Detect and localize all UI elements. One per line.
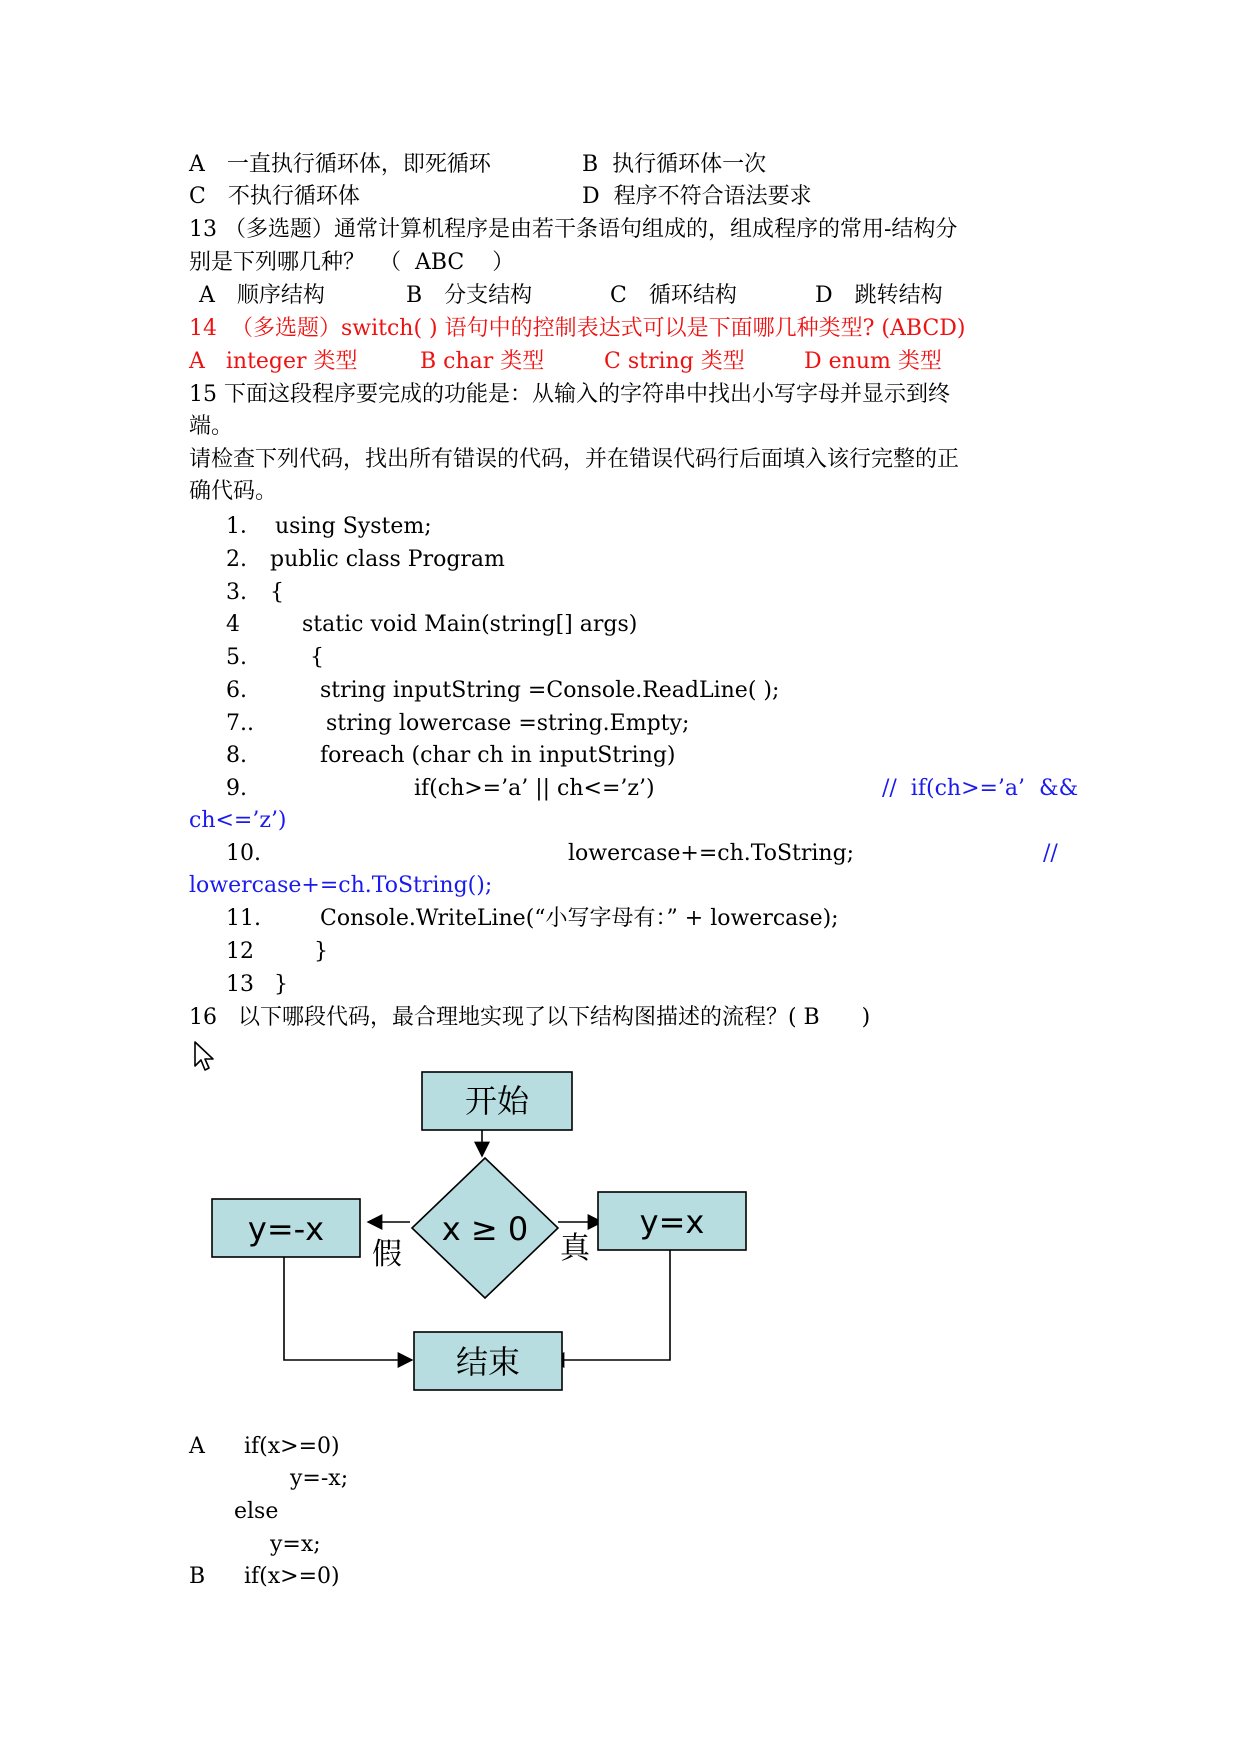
flowchart-true-branch-label: 真 [560, 1231, 590, 1266]
code-line-number: 9. [226, 776, 247, 801]
q12-option-d: D 程序不符合语法要求 [582, 184, 812, 209]
q15-line1: 15 下面这段程序要完成的功能是：从输入的字符串中找出小写字母并显示到终 [189, 382, 950, 407]
q15-line4: 确代码。 [189, 479, 278, 504]
arrow-false-to-end [284, 1257, 412, 1360]
answer-a-code: else [234, 1499, 279, 1524]
flowchart-end-box [414, 1332, 562, 1390]
answer-b-label: B [189, 1564, 206, 1589]
arrow-true-to-end [550, 1250, 670, 1360]
q13-option-a: A 顺序结构 [199, 283, 325, 308]
code-line-number: 6. [226, 678, 247, 703]
q14-option-c: C string 类型 [604, 349, 745, 374]
code-line: } [314, 939, 328, 964]
code-line-number: 2. [226, 547, 247, 572]
q12-option-a: A 一直执行循环体，即死循环 [189, 152, 491, 177]
q14-option-b: B char 类型 [420, 349, 545, 374]
code-line: if(ch>=’a’ || ch<=’z’) [414, 776, 655, 801]
code-line-number: 11. [226, 906, 261, 931]
flowchart-true-label: y=x [639, 1203, 705, 1241]
code-line-number: 4 [226, 612, 240, 637]
code-line: string lowercase =string.Empty; [326, 711, 690, 736]
code-line: { [310, 645, 324, 670]
code-line-number: 1． [226, 514, 262, 539]
answer-a-code: y=x; [270, 1532, 321, 1557]
code-line-number: 7.. [226, 711, 254, 736]
code-line: Console.WriteLine(“小写字母有：” + lowercase); [320, 906, 839, 931]
q13-line1: 13 （多选题）通常计算机程序是由若干条语句组成的，组成程序的常用-结构分 [189, 217, 958, 242]
code-line-number: 10. [226, 841, 261, 866]
q13-line2: 别是下列哪几种？ （ ABC ） [189, 250, 515, 275]
answer-b-code: if(x>=0) [244, 1564, 340, 1589]
flowchart-false-box [212, 1199, 360, 1257]
code-line-number: 8. [226, 743, 247, 768]
code-line-number: 13 [226, 972, 254, 997]
code-line: public class Program [270, 547, 505, 572]
code-line: { [270, 580, 284, 605]
q15-line3: 请检查下列代码，找出所有错误的代码，并在错误代码行后面填入该行完整的正 [189, 447, 960, 472]
q14-line1: 14 （多选题）switch( ) 语句中的控制表达式可以是下面哪几种类型? (ABCD) [189, 316, 966, 341]
flowchart-false-label: y=-x [247, 1210, 325, 1248]
flowchart-start-label: 开始 [464, 1082, 530, 1120]
code-fix-comment: // if(ch>=’a’ && [882, 776, 1079, 801]
code-line-number: 5. [226, 645, 247, 670]
q12-option-c: C 不执行循环体 [189, 184, 360, 209]
code-fix-comment: ch<=’z’) [189, 808, 287, 833]
code-line: static void Main(string[] args) [302, 612, 638, 637]
q15-line2: 端。 [189, 414, 234, 439]
q14-option-d: D enum 类型 [804, 349, 942, 374]
flowchart-condition-diamond [412, 1158, 558, 1298]
code-fix-comment: lowercase+=ch.ToString(); [189, 873, 493, 898]
code-line: using System; [275, 514, 432, 539]
flowchart-false-branch-label: 假 [372, 1237, 402, 1272]
q13-option-c: C 循环结构 [610, 283, 737, 308]
code-line: } [274, 972, 288, 997]
mouse-cursor-icon [193, 1040, 217, 1074]
flowchart-condition-label: x ≥ 0 [441, 1210, 529, 1248]
code-fix-comment: // [1043, 841, 1058, 866]
flowchart-end-label: 结束 [455, 1343, 521, 1381]
code-line-number: 12 [226, 939, 254, 964]
answer-a-code: if(x>=0) [244, 1434, 340, 1459]
answer-a-label: A [189, 1434, 205, 1459]
code-line: lowercase+=ch.ToString; [568, 841, 855, 866]
flowchart-start-box [422, 1072, 572, 1130]
q14-option-a: A integer 类型 [189, 349, 358, 374]
flowchart-diagram [210, 1070, 770, 1410]
answer-a-code: y=-x; [290, 1466, 349, 1491]
code-line: foreach (char ch in inputString) [320, 743, 676, 768]
q13-option-b: B 分支结构 [406, 283, 533, 308]
flowchart-true-box [598, 1192, 746, 1250]
q12-option-b: B 执行循环体一次 [582, 152, 767, 177]
code-line-number: 3. [226, 580, 247, 605]
code-line: string inputString =Console.ReadLine( ); [320, 678, 780, 703]
q13-option-d: D 跳转结构 [815, 283, 943, 308]
q16-line1: 16 以下哪段代码，最合理地实现了以下结构图描述的流程？( B ) [189, 1005, 871, 1030]
